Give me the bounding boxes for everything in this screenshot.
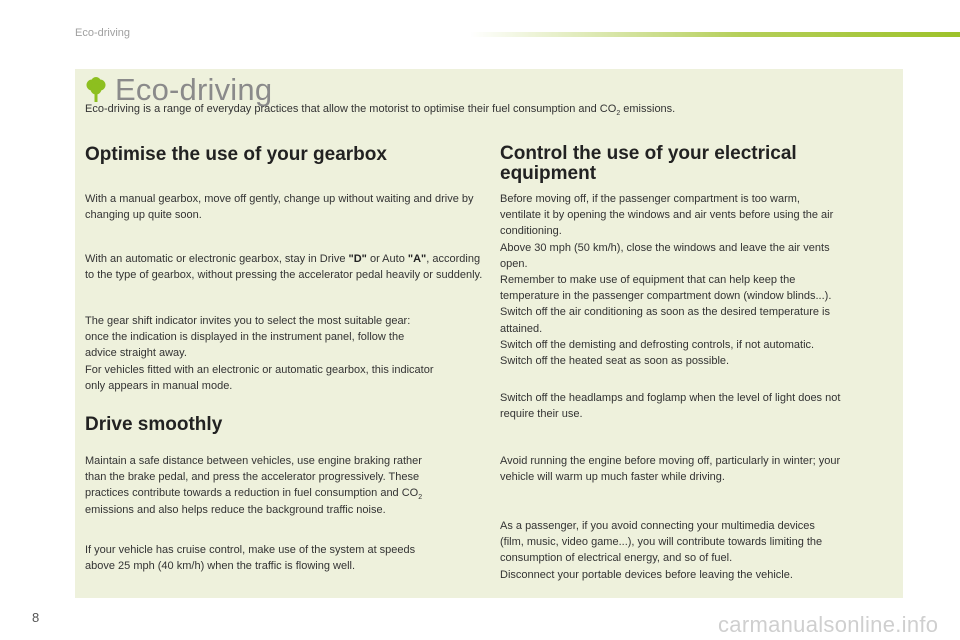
- gearbox-paragraph-3: The gear shift indicator invites you to select the most suitable gear: once the indication is displayed in the instrument panel, follow the advice straight away. For vehicles fitted with an electronic or automatic gearbox, this indicator only appears in manual mode.: [85, 315, 434, 392]
- gearbox-paragraph-2: With an automatic or electronic gearbox, stay in Drive "D" or Auto "A", according to the type of gearbox, without pressing the accelerator pedal heavily or suddenly.: [85, 253, 483, 282]
- tree-icon: [85, 77, 107, 103]
- heading-electrical-equipment: Control the use of your electrical equipment: [500, 143, 797, 184]
- intro-text: Eco-driving is a range of everyday practices that allow the motorist to optimise their fuel consumption and $CO_2$ emissions.: [85, 103, 676, 117]
- page-number: 8: [32, 610, 40, 625]
- heading-drive-smoothly: Drive smoothly: [85, 414, 223, 435]
- electrical-paragraph-1: Before moving off, if the passenger compartment is too warm, ventilate it by opening the windows and air vents before using the air conditioning. Above 30 mph (50 km/h), close the windows and leave the air vents open. Remember to make use of equipment that can help keep the temperature in the passenger compartment down (window blinds...). Switch off the air conditioning as soon as the desired temperature is attained. Switch off the demisting and defrosting controls, if not automatic. Switch off the heated seat as soon as possible.: [500, 193, 834, 368]
- electrical-paragraph-4: As a passenger, if you avoid connecting your multimedia devices (film, music, video game...), you will contribute towards limiting the consumption of electrical energy, and so of fuel. Disconnect your portable devices before leaving the vehicle.: [500, 520, 823, 581]
- electrical-paragraph-3: Avoid running the engine before moving off, particularly in winter; your vehicle will warm up much faster while driving.: [500, 455, 841, 484]
- smooth-paragraph-2: If your vehicle has cruise control, make use of the system at speeds above 25 mph (40 km/h) when the traffic is flowing well.: [85, 544, 416, 573]
- electrical-paragraph-2: Switch off the headlamps and foglamp when the level of light does not require their use.: [500, 392, 841, 421]
- gearbox-paragraph-1: With a manual gearbox, move off gently, change up without waiting and drive by changing up quite soon.: [85, 193, 474, 222]
- heading-gearbox: Optimise the use of your gearbox: [85, 144, 387, 165]
- page-title: Eco-driving: [115, 72, 273, 107]
- running-header: Eco-driving: [75, 27, 131, 39]
- header-rule: [470, 32, 960, 37]
- watermark: carmanualsonline.info: [718, 612, 939, 637]
- smooth-paragraph-1: Maintain a safe distance between vehicles, use engine braking rather than the brake pedal, and press the accelerator progressively. These practices contribute towards a reduction in fuel consumption and $CO_2$ emissions and also helps reduce the background traffic noise.: [85, 455, 423, 516]
